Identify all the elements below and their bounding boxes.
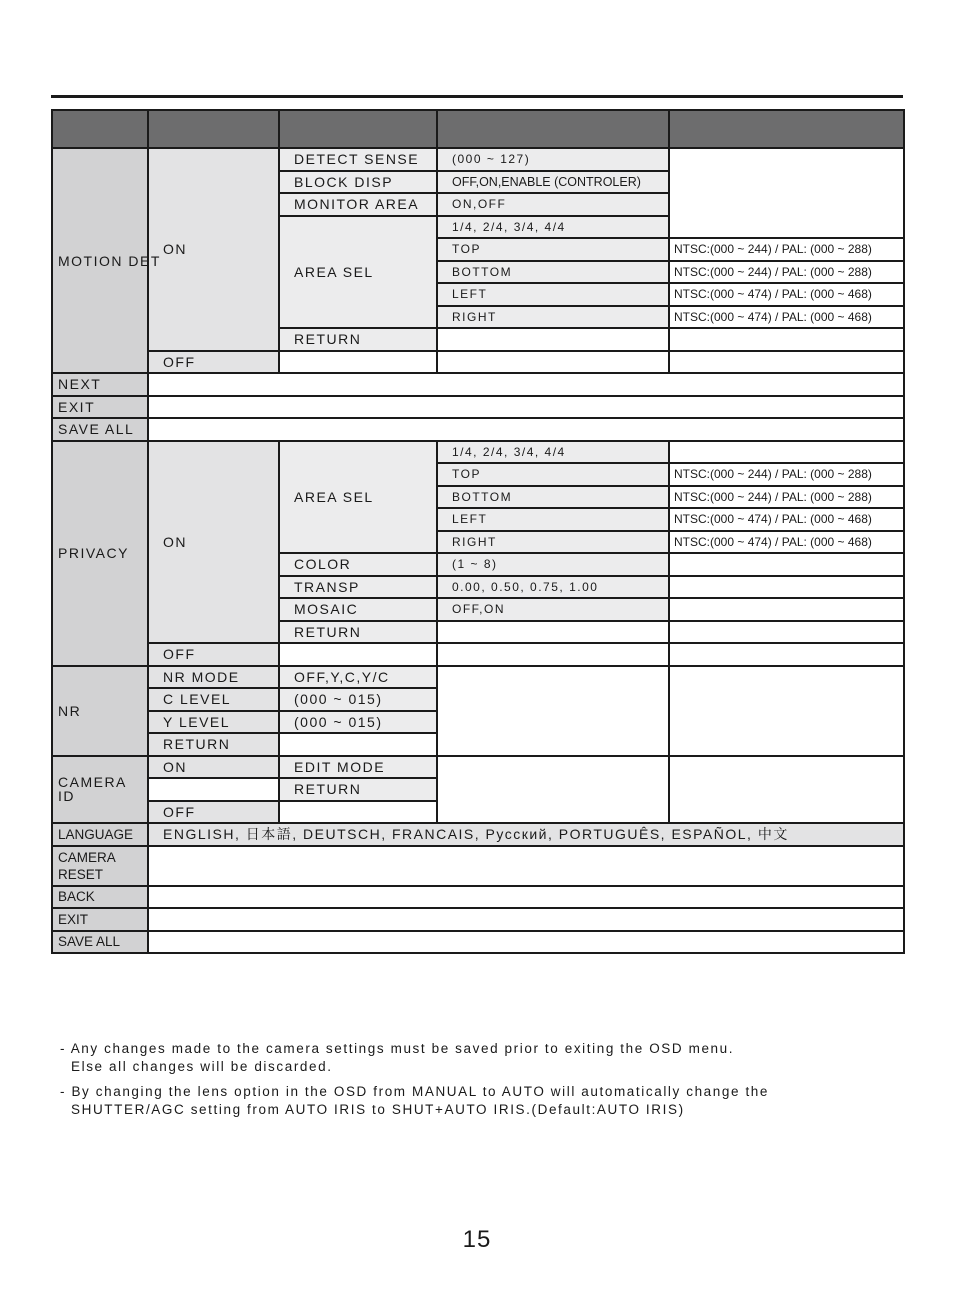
note-1-line-1: - Any changes made to the camera settings must be saved prior to exiting the OSD menu. xyxy=(60,1041,735,1056)
monitor-area-label: MONITOR AREA xyxy=(279,193,437,216)
empty-cell xyxy=(669,576,904,599)
table-row xyxy=(52,931,904,954)
empty-cell xyxy=(669,328,904,351)
motion-top-range: NTSC:(000 ~ 244) / PAL: (000 ~ 288) xyxy=(669,238,904,261)
motion-on-label: ON xyxy=(148,148,279,351)
table-row xyxy=(52,846,904,886)
motion-bottom-range: NTSC:(000 ~ 244) / PAL: (000 ~ 288) xyxy=(669,261,904,284)
table-row xyxy=(52,666,904,689)
save-all-label: SAVE ALL xyxy=(52,418,148,441)
privacy-on-label: ON xyxy=(148,441,279,644)
privacy-right-label: RIGHT xyxy=(437,531,669,554)
y-level-label: Y LEVEL xyxy=(148,711,279,734)
table-row xyxy=(52,396,904,419)
mosaic-label: MOSAIC xyxy=(279,598,437,621)
page-number: 15 xyxy=(462,1226,492,1253)
c-level-label: C LEVEL xyxy=(148,688,279,711)
camera-reset-label-line2: RESET xyxy=(58,866,104,882)
language-label: LANGUAGE xyxy=(52,823,148,846)
note-2-line-2: SHUTTER/AGC setting from AUTO IRIS to SHUT+AUTO IRIS.(Default:AUTO IRIS) xyxy=(71,1102,685,1117)
empty-cell xyxy=(669,553,904,576)
empty-cell xyxy=(279,643,437,666)
privacy-return-label: RETURN xyxy=(279,621,437,644)
empty-cell xyxy=(669,643,904,666)
y-level-range: (000 ~ 015) xyxy=(279,711,437,734)
osd-menu-table xyxy=(51,109,905,954)
empty-cell xyxy=(148,886,904,909)
privacy-right-range: NTSC:(000 ~ 474) / PAL: (000 ~ 468) xyxy=(669,531,904,554)
empty-cell xyxy=(669,666,904,756)
mosaic-options: OFF,ON xyxy=(437,598,669,621)
detect-sense-label: DETECT SENSE xyxy=(279,148,437,171)
privacy-left-label: LEFT xyxy=(437,508,669,531)
empty-cell xyxy=(148,908,904,931)
empty-cell xyxy=(669,441,904,464)
camera-id-on-label: ON xyxy=(148,756,279,779)
motion-top-label: TOP xyxy=(437,238,669,261)
camera-reset-label xyxy=(52,846,148,886)
header-cell xyxy=(669,110,904,148)
color-range: (1 ~ 8) xyxy=(437,553,669,576)
camera-id-off-label: OFF xyxy=(148,801,279,824)
empty-cell xyxy=(148,778,279,801)
empty-cell xyxy=(669,756,904,824)
privacy-off-label: OFF xyxy=(148,643,279,666)
edit-mode-label: EDIT MODE xyxy=(279,756,437,779)
privacy-label: PRIVACY xyxy=(52,441,148,666)
empty-cell xyxy=(437,643,669,666)
color-label: COLOR xyxy=(279,553,437,576)
empty-cell xyxy=(437,351,669,374)
nr-mode-options: OFF,Y,C,Y/C xyxy=(279,666,437,689)
table-row xyxy=(52,823,904,846)
table-row xyxy=(52,373,904,396)
motion-area-sel-label: AREA SEL xyxy=(279,216,437,329)
note-2-line-1: - By changing the lens option in the OSD from MANUAL to AUTO will automatically change the xyxy=(60,1084,770,1099)
empty-cell xyxy=(669,148,904,238)
empty-cell xyxy=(437,666,669,756)
table-row xyxy=(52,351,904,374)
header-cell xyxy=(52,110,148,148)
exit-label: EXIT xyxy=(52,396,148,419)
camera-reset-label-line1: CAMERA xyxy=(58,849,116,865)
table-row xyxy=(52,418,904,441)
motion-left-range: NTSC:(000 ~ 474) / PAL: (000 ~ 468) xyxy=(669,283,904,306)
note-save-changes xyxy=(60,1040,734,1076)
next-label: NEXT xyxy=(52,373,148,396)
header-cell xyxy=(437,110,669,148)
table-row xyxy=(52,643,904,666)
nr-label: NR xyxy=(52,666,148,756)
camera-id-label-line2: ID xyxy=(58,788,75,805)
note-1-line-2: Else all changes will be discarded. xyxy=(71,1059,333,1074)
c-level-range: (000 ~ 015) xyxy=(279,688,437,711)
nr-return-label: RETURN xyxy=(148,733,279,756)
empty-cell xyxy=(669,598,904,621)
motion-area-sel-options: 1/4, 2/4, 3/4, 4/4 xyxy=(437,216,669,239)
motion-off-label: OFF xyxy=(148,351,279,374)
privacy-left-range: NTSC:(000 ~ 474) / PAL: (000 ~ 468) xyxy=(669,508,904,531)
note-lens-option xyxy=(60,1083,769,1119)
privacy-bottom-range: NTSC:(000 ~ 244) / PAL: (000 ~ 288) xyxy=(669,486,904,509)
exit-label-2: EXIT xyxy=(52,908,148,931)
table-row xyxy=(52,908,904,931)
empty-cell xyxy=(148,373,904,396)
monitor-area-options: ON,OFF xyxy=(437,193,669,216)
save-all-label-2: SAVE ALL xyxy=(52,931,148,954)
back-label: BACK xyxy=(52,886,148,909)
table-row xyxy=(52,148,904,171)
motion-det-label: MOTION DET xyxy=(52,148,148,373)
block-disp-label: BLOCK DISP xyxy=(279,171,437,194)
table-row xyxy=(52,756,904,779)
empty-cell xyxy=(148,418,904,441)
camera-id-label-line1: CAMERA xyxy=(58,774,127,791)
header-cell xyxy=(148,110,279,148)
header-cell xyxy=(279,110,437,148)
nr-mode-label: NR MODE xyxy=(148,666,279,689)
block-disp-options: OFF,ON,ENABLE (CONTROLER) xyxy=(437,171,669,194)
camera-id-label xyxy=(52,756,148,824)
empty-cell xyxy=(437,756,669,824)
privacy-top-range: NTSC:(000 ~ 244) / PAL: (000 ~ 288) xyxy=(669,463,904,486)
empty-cell xyxy=(669,621,904,644)
detect-sense-range: (000 ~ 127) xyxy=(437,148,669,171)
transp-options: 0.00, 0.50, 0.75, 1.00 xyxy=(437,576,669,599)
transp-label: TRANSP xyxy=(279,576,437,599)
table-row xyxy=(52,886,904,909)
motion-left-label: LEFT xyxy=(437,283,669,306)
privacy-area-sel-label: AREA SEL xyxy=(279,441,437,554)
empty-cell xyxy=(279,733,437,756)
privacy-area-sel-options: 1/4, 2/4, 3/4, 4/4 xyxy=(437,441,669,464)
motion-return-label: RETURN xyxy=(279,328,437,351)
empty-cell xyxy=(669,351,904,374)
empty-cell xyxy=(148,846,904,886)
motion-bottom-label: BOTTOM xyxy=(437,261,669,284)
top-rule xyxy=(51,95,903,98)
motion-right-label: RIGHT xyxy=(437,306,669,329)
table-header-row xyxy=(52,110,904,148)
empty-cell xyxy=(279,351,437,374)
empty-cell xyxy=(437,621,669,644)
privacy-bottom-label: BOTTOM xyxy=(437,486,669,509)
camera-id-return-label: RETURN xyxy=(279,778,437,801)
empty-cell xyxy=(437,328,669,351)
privacy-top-label: TOP xyxy=(437,463,669,486)
empty-cell xyxy=(148,396,904,419)
table-row xyxy=(52,441,904,464)
motion-right-range: NTSC:(000 ~ 474) / PAL: (000 ~ 468) xyxy=(669,306,904,329)
empty-cell xyxy=(148,931,904,954)
empty-cell xyxy=(279,801,437,824)
language-options: ENGLISH, 日本語, DEUTSCH, FRANCAIS, Русский, PORTUGUÊS, ESPAÑOL, 中文 xyxy=(148,823,904,846)
